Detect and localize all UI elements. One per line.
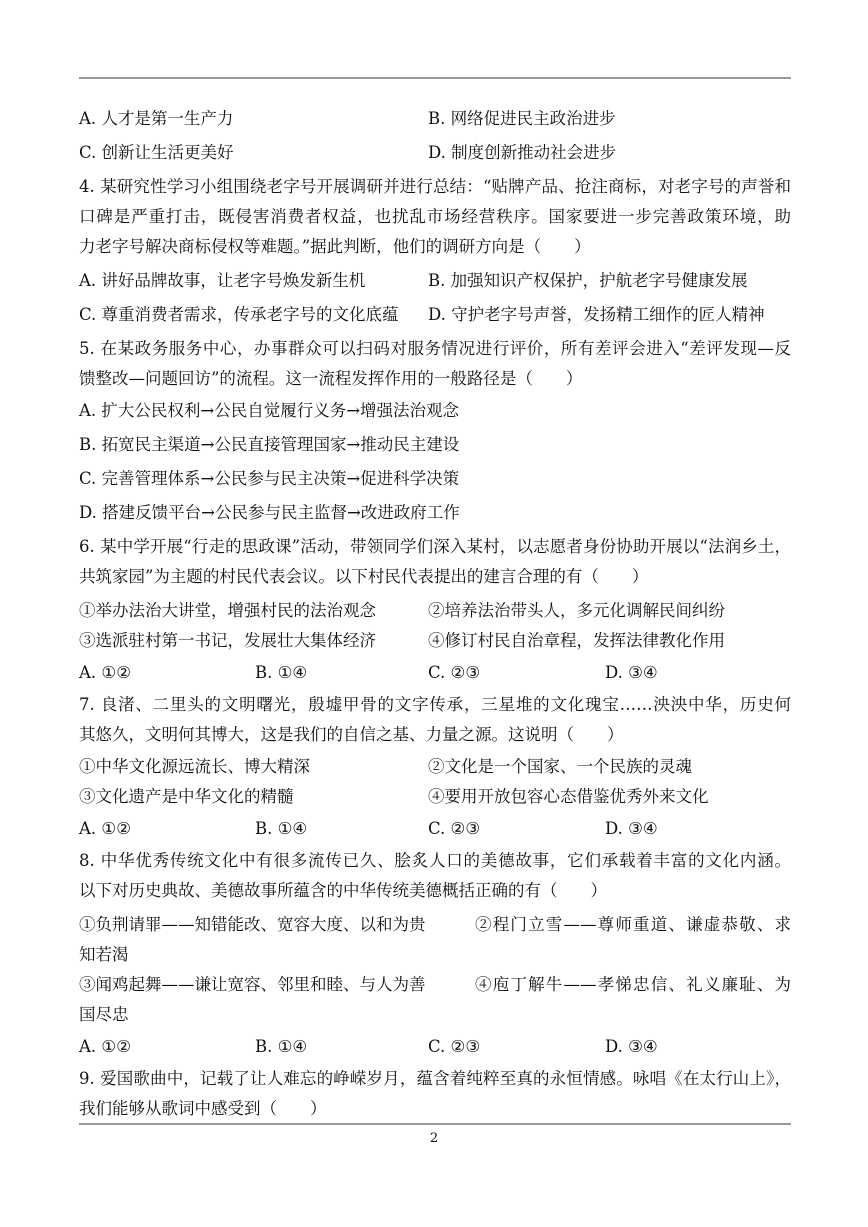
statement-2: 知若渴	[79, 945, 129, 964]
option-a: A. 人才是第一生产力	[79, 109, 234, 128]
question-9-stem: 9. 爱国歌曲中，记载了让人难忘的峥嵘岁月，蕴含着纯粹至真的永恒情感。咏唱《在太行山上》，	[79, 1069, 791, 1088]
option-c: C. ②③	[428, 819, 481, 838]
question-5-stem: 5. 在某政务服务中心，办事群众可以扫码对服务情况进行评价，所有差评会进入“差评发现—反	[79, 339, 791, 358]
option-a: A. ①②	[79, 663, 131, 682]
option-c: C. 创新让生活更美好	[79, 143, 234, 162]
option-b: B. ①④	[255, 663, 308, 682]
option-b: B. ①④	[255, 1037, 308, 1056]
option-b: B. 网络促进民主政治进步	[428, 109, 616, 128]
question-4-stem: 力老字号解决商标侵权等难题。”据此判断，他们的调研方向是（ ）	[79, 237, 591, 256]
option-a: A. 讲好品牌故事，让老字号焕发新生机	[79, 271, 366, 290]
footer-rule	[79, 1123, 791, 1125]
option-d: D. ③④	[605, 1037, 658, 1056]
question-6-stem: 共筑家园”为主题的村民代表会议。以下村民代表提出的建言合理的有（ ）	[79, 567, 649, 586]
option-d: D. ③④	[605, 819, 658, 838]
option-d: D. 制度创新推动社会进步	[428, 143, 617, 162]
option-b: B. 拓宽民主渠道→公民直接管理国家→推动民主建设	[79, 435, 460, 454]
option-c: C. ②③	[428, 663, 481, 682]
statement-3: ③闻鸡起舞——谦让宽容、邻里和睦、与人为善	[79, 975, 426, 994]
statement-2: ②程门立雪——尊师重道、谦虚恭敬、求	[475, 915, 791, 934]
statement-1: ①中华文化源远流长、博大精深	[79, 757, 310, 776]
option-c: C. 尊重消费者需求，传承老字号的文化底蕴	[79, 305, 399, 324]
header-rule	[79, 77, 791, 79]
question-8-stem: 8. 中华优秀传统文化中有很多流传已久、脍炙人口的美德故事，它们承载着丰富的文化内涵。	[79, 851, 791, 870]
question-7-stem: 其悠久，文明何其博大，这是我们的自信之基、力量之源。这说明（ ）	[79, 725, 624, 744]
page-number: 2	[429, 1131, 439, 1146]
statement-4: ④要用开放包容心态借鉴优秀外来文化	[428, 787, 709, 806]
option-b: B. ①④	[255, 819, 308, 838]
statement-2: ②培养法治带头人，多元化调解民间纠纷	[428, 601, 725, 620]
question-4-stem: 口碑是严重打击，既侵害消费者权益，也扰乱市场经营秩序。国家要进一步完善政策环境，助	[79, 207, 791, 226]
option-a: A. ①②	[79, 819, 131, 838]
option-d: D. ③④	[605, 663, 658, 682]
statement-3: ③文化遗产是中华文化的精髓	[79, 787, 294, 806]
option-c: C. ②③	[428, 1037, 481, 1056]
option-d: D. 守护老字号声誉，发扬精工细作的匠人精神	[428, 305, 765, 324]
option-a: A. ①②	[79, 1037, 131, 1056]
option-a: A. 扩大公民权利→公民自觉履行义务→增强法治观念	[79, 401, 460, 420]
statement-4: ④修订村民自治章程，发挥法律教化作用	[428, 631, 725, 650]
statement-4: ④庖丁解牛——孝悌忠信、礼义廉耻、为	[475, 975, 791, 994]
option-b: B. 加强知识产权保护，护航老字号健康发展	[428, 271, 748, 290]
option-d: D. 搭建反馈平台→公民参与民主监督→改进政府工作	[79, 503, 460, 522]
statement-4: 国尽忠	[79, 1005, 129, 1024]
question-8-stem: 以下对历史典故、美德故事所蕴含的中华传统美德概括正确的有（ ）	[79, 881, 607, 900]
question-9-stem: 我们能够从歌词中感受到（ ）	[79, 1099, 327, 1118]
question-5-stem: 馈整改—问题回访”的流程。这一流程发挥作用的一般路径是（ ）	[79, 369, 583, 388]
statement-3: ③选派驻村第一书记，发展壮大集体经济	[79, 631, 376, 650]
statement-2: ②文化是一个国家、一个民族的灵魂	[428, 757, 692, 776]
statement-1: ①举办法治大讲堂，增强村民的法治观念	[79, 601, 376, 620]
question-6-stem: 6. 某中学开展“行走的思政课”活动，带领同学们深入某村，以志愿者身份协助开展以“法润乡土，	[79, 537, 791, 556]
statement-1: ①负荆请罪——知错能改、宽容大度、以和为贵	[79, 915, 426, 934]
question-7-stem: 7. 良渚、二里头的文明曙光，殷墟甲骨的文字传承，三星堆的文化瑰宝……泱泱中华，历史何	[79, 695, 791, 714]
option-c: C. 完善管理体系→公民参与民主决策→促进科学决策	[79, 469, 460, 488]
question-4-stem: 4. 某研究性学习小组围绕老字号开展调研并进行总结：“贴牌产品、抢注商标，对老字号的声誉和	[79, 177, 791, 196]
